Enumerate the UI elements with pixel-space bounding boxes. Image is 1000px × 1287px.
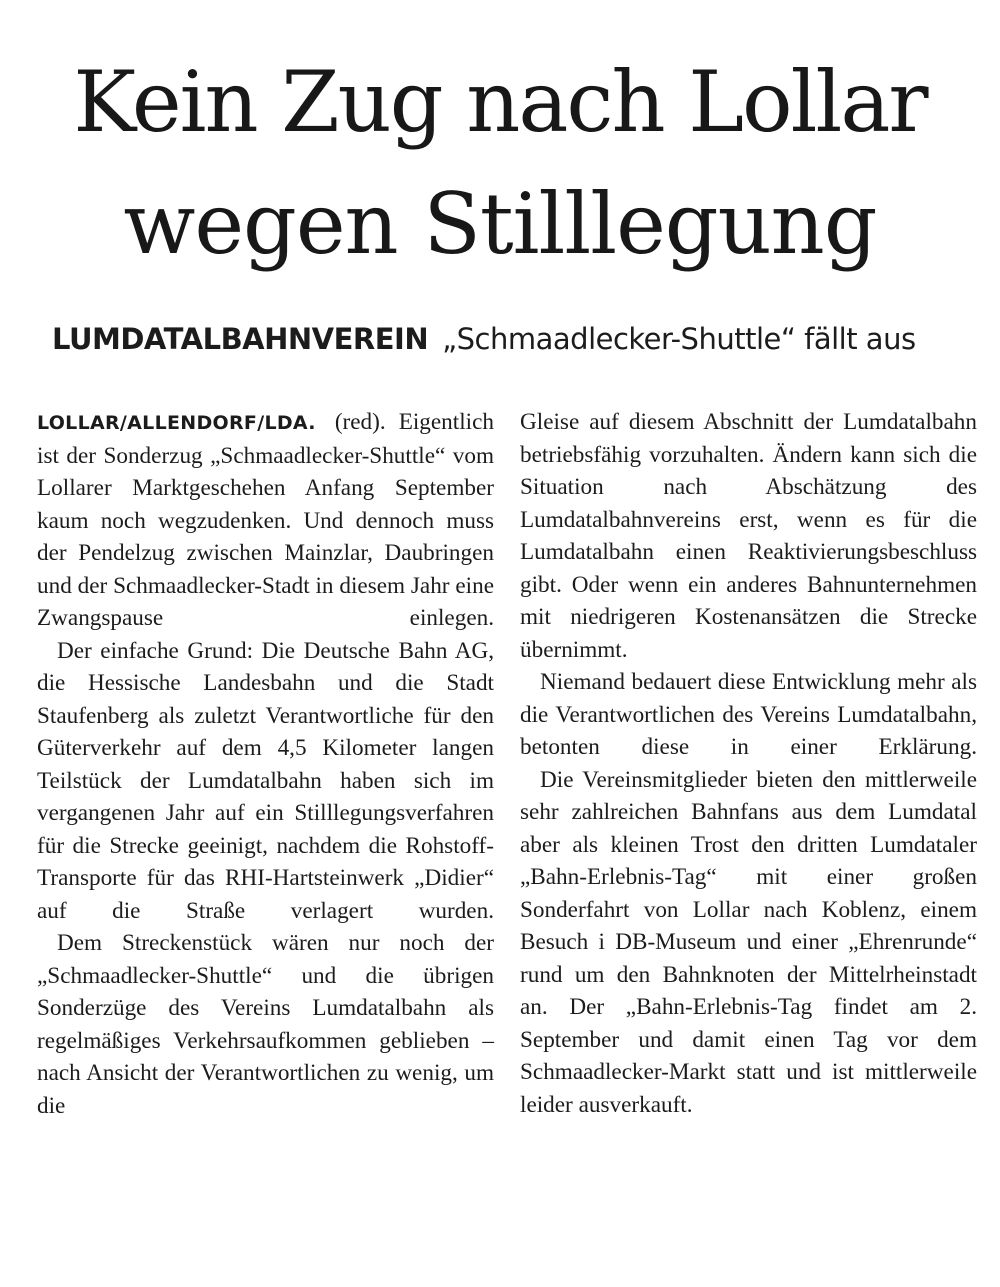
headline-line-1: Kein Zug nach Lollar	[73, 53, 927, 151]
paragraph: Gleise auf diesem Abschnitt der Lumdatalbahn betriebsfähig vorzuhalten. Ändern kann sich die Situation nach Abschätzung des Lumdatalbahnvereins erst, wenn es für die Lumdatalbahn einen Reaktivierungsbeschluss gibt. Oder wenn ein anderes Bahnunternehmen mit niedrigeren Kostenansätzen die Strecke übernimmt.	[520, 409, 977, 663]
article-column-1	[37, 406, 494, 1122]
paragraph: Dem Streckenstück wären nur noch der „Schmaadlecker-Shuttle“ und die übrigen Sonderzüge des Vereins Lumdatalbahn als regelmäßiges Verkehrsaufkommen geblieben – nach Ansicht der Verantwortlichen zu wenig, um die	[37, 930, 494, 1119]
subheadline-text: „Schmaadlecker-Shuttle“ fällt aus	[442, 322, 916, 356]
paragraph: Die Vereinsmitglieder bieten den mittlerweile sehr zahlreichen Bahnfans aus dem Lumdatal aber als kleinen Trost den dritten Lumdataler „Bahn-Erlebnis-Tag“ mit einer großen Sonderfahrt von Lollar nach Koblenz, einem Besuch i DB-Museum und einer „Ehrenrunde“ rund um den Bahnknoten der Mittelrheinstadt an. Der „Bahn-Erlebnis-Tag findet am 2. September und damit einen Tag vor dem Schmaadlecker-Markt statt und ist mittlerweile leider ausverkauft.	[520, 766, 977, 1118]
paragraph: Niemand bedauert diese Entwicklung mehr als die Verantwortlichen des Vereins Lumdatalbahn, betonten diese in einer Erklärung.	[520, 669, 977, 760]
subheadline	[52, 322, 972, 356]
dateline: LOLLAR/ALLENDORF/LDA.	[37, 412, 316, 434]
paragraph-text: Eigentlich ist der Sonderzug „Schmaadlecker-Shuttle“ vom Lollarer Marktgeschehen Anfang September kaum noch wegzudenken. Und dennoch muss der Pendelzug zwischen Mainzlar, Daubringen und der Schmaadlecker-Stadt in diesem Jahr eine Zwangspause einlegen.	[37, 409, 494, 631]
rubric: LUMDATALBAHNVEREIN	[52, 322, 429, 356]
article-column-2	[520, 406, 977, 1121]
author: (red).	[334, 409, 386, 435]
paragraph: Der einfache Grund: Die Deutsche Bahn AG, die Hessische Landesbahn und die Stadt Staufenberg als zuletzt Verantwortliche für den Güterverkehr auf dem 4,5 Kilometer langen Teilstück der Lumdatalbahn haben sich im vergangenen Jahr auf ein Stilllegungsverfahren für die Strecke geeinigt, nachdem die Rohstoff-Transporte für das RHI-Hartsteinwerk „Didier“ auf die Straße verlagert wurden.	[37, 637, 494, 924]
paragraph	[37, 406, 494, 635]
headline-line-2: wegen Stilllegung	[123, 175, 877, 273]
